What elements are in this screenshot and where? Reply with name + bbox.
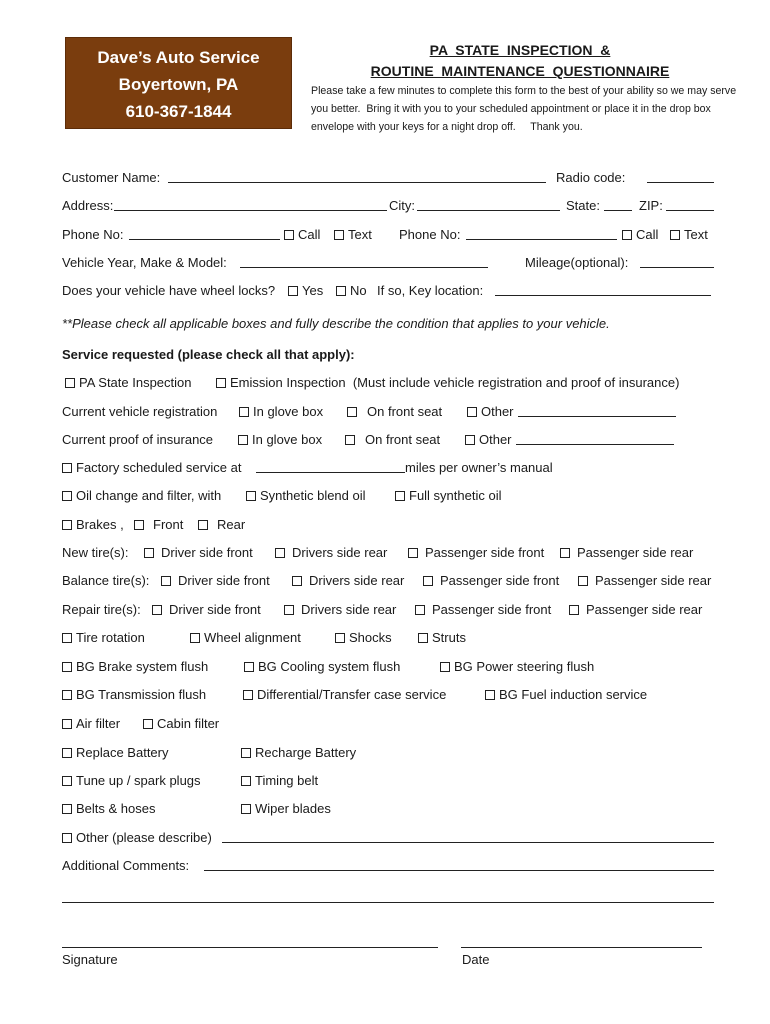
cabin-filter-option[interactable]: Cabin filter xyxy=(143,713,219,735)
timing-belt-checkbox[interactable] xyxy=(241,776,251,786)
mileage-field[interactable] xyxy=(640,252,714,268)
wiper-blades-option[interactable]: Wiper blades xyxy=(241,798,331,820)
repair-tires-driver-front-checkbox[interactable] xyxy=(152,605,162,615)
balance-tires-passenger-rear[interactable]: Passenger side rear xyxy=(578,570,711,592)
other-describe-checkbox[interactable] xyxy=(62,833,72,843)
state-label: State: xyxy=(566,198,600,213)
balance-tires-driver-front-checkbox[interactable] xyxy=(161,576,171,586)
oil-change-option[interactable]: Oil change and filter, with xyxy=(62,485,221,507)
differential-option[interactable]: Differential/Transfer case service xyxy=(243,684,446,706)
oil-change-checkbox[interactable] xyxy=(62,491,72,501)
other-describe-field[interactable] xyxy=(222,827,714,843)
wheel-locks-yes-checkbox[interactable] xyxy=(288,286,298,296)
date-line[interactable] xyxy=(461,947,702,948)
brakes-front-option[interactable]: Front xyxy=(134,514,183,536)
registration-glove-box[interactable]: In glove box xyxy=(239,401,323,423)
insurance-other-checkbox[interactable] xyxy=(465,435,475,445)
call-checkbox-2[interactable] xyxy=(622,230,632,240)
repair-tires-passenger-front[interactable]: Passenger side front xyxy=(415,599,551,621)
timing-belt-option[interactable]: Timing belt xyxy=(241,770,318,792)
zip-field[interactable] xyxy=(666,195,714,211)
bg-cooling-option[interactable]: BG Cooling system flush xyxy=(244,656,400,678)
bg-transmission-checkbox[interactable] xyxy=(62,690,72,700)
customer-name-field[interactable] xyxy=(168,167,546,183)
factory-service-suffix: miles per owner’s manual xyxy=(405,460,553,475)
registration-other[interactable]: Other xyxy=(467,401,514,423)
phone-field-2[interactable] xyxy=(466,224,617,240)
new-tires-passenger-front-checkbox[interactable] xyxy=(408,548,418,558)
additional-comments-field[interactable] xyxy=(204,855,714,871)
additional-comments-label: Additional Comments: xyxy=(62,858,190,873)
bg-transmission-option[interactable]: BG Transmission flush xyxy=(62,684,206,706)
text-option-1[interactable]: Text xyxy=(334,224,372,246)
repair-tires-passenger-rear[interactable]: Passenger side rear xyxy=(569,599,702,621)
new-tires-passenger-front[interactable]: Passenger side front xyxy=(408,542,544,564)
belts-hoses-option[interactable]: Belts & hoses xyxy=(62,798,156,820)
wheel-locks-no-checkbox[interactable] xyxy=(336,286,346,296)
emission-checkbox[interactable] xyxy=(216,378,226,388)
belts-hoses-checkbox[interactable] xyxy=(62,804,72,814)
repair-tires-driver-front[interactable]: Driver side front xyxy=(152,599,261,621)
insurance-other-field[interactable] xyxy=(516,429,674,445)
wheel-locks-no[interactable]: No xyxy=(336,280,367,302)
vehicle-field[interactable] xyxy=(240,252,488,268)
balance-tires-drivers-rear[interactable]: Drivers side rear xyxy=(292,570,404,592)
text-option-2[interactable]: Text xyxy=(670,224,708,246)
mileage-label: Mileage(optional): xyxy=(525,255,629,270)
new-tires-label: New tire(s): xyxy=(62,545,129,560)
text-checkbox-1[interactable] xyxy=(334,230,344,240)
air-filter-checkbox[interactable] xyxy=(62,719,72,729)
emission-option[interactable]: Emission Inspection (Must include vehicle registration and proof of insurance) xyxy=(216,372,679,394)
form-title xyxy=(300,40,740,82)
key-location-field[interactable] xyxy=(495,280,711,296)
text-checkbox-2[interactable] xyxy=(670,230,680,240)
phone-label-1: Phone No: xyxy=(62,227,124,242)
brakes-checkbox[interactable] xyxy=(62,520,72,530)
additional-comments-line-2[interactable] xyxy=(62,902,714,903)
form-title-line1: PA STATE INSPECTION & xyxy=(429,42,611,58)
insurance-glove-box-checkbox[interactable] xyxy=(238,435,248,445)
zip-label: ZIP: xyxy=(639,198,663,213)
tire-rotation-option[interactable]: Tire rotation xyxy=(62,627,145,649)
insurance-other[interactable]: Other xyxy=(465,429,512,451)
bg-fuel-checkbox[interactable] xyxy=(485,690,495,700)
customer-name-label: Customer Name: xyxy=(62,170,161,185)
new-tires-drivers-rear-checkbox[interactable] xyxy=(275,548,285,558)
balance-tires-passenger-front[interactable]: Passenger side front xyxy=(423,570,559,592)
shocks-checkbox[interactable] xyxy=(335,633,345,643)
replace-battery-option[interactable]: Replace Battery xyxy=(62,742,169,764)
recharge-battery-option[interactable]: Recharge Battery xyxy=(241,742,356,764)
registration-other-checkbox[interactable] xyxy=(467,407,477,417)
registration-label: Current vehicle registration xyxy=(62,404,218,419)
replace-battery-checkbox[interactable] xyxy=(62,748,72,758)
bg-brake-checkbox[interactable] xyxy=(62,662,72,672)
address-field[interactable] xyxy=(114,195,387,211)
business-info-box xyxy=(65,37,292,129)
brakes-rear-checkbox[interactable] xyxy=(198,520,208,530)
pa-inspection-option[interactable]: PA State Inspection xyxy=(65,372,192,394)
call-option-1[interactable]: Call xyxy=(284,224,320,246)
brakes-rear-option[interactable]: Rear xyxy=(198,514,245,536)
new-tires-driver-front[interactable]: Driver side front xyxy=(144,542,253,564)
balance-tires-passenger-rear-checkbox[interactable] xyxy=(578,576,588,586)
new-tires-passenger-rear[interactable]: Passenger side rear xyxy=(560,542,693,564)
business-city: Boyertown, PA xyxy=(118,75,239,94)
radio-code-label: Radio code: xyxy=(556,170,626,185)
repair-tires-passenger-rear-checkbox[interactable] xyxy=(569,605,579,615)
city-label: City: xyxy=(389,198,415,213)
full-synthetic-option[interactable]: Full synthetic oil xyxy=(395,485,501,507)
shocks-option[interactable]: Shocks xyxy=(335,627,392,649)
date-label: Date xyxy=(462,952,490,967)
signature-label: Signature xyxy=(62,952,118,967)
cabin-filter-checkbox[interactable] xyxy=(143,719,153,729)
balance-tires-drivers-rear-checkbox[interactable] xyxy=(292,576,302,586)
registration-glove-box-checkbox[interactable] xyxy=(239,407,249,417)
synthetic-blend-option[interactable]: Synthetic blend oil xyxy=(246,485,366,507)
repair-tires-passenger-front-checkbox[interactable] xyxy=(415,605,425,615)
repair-tires-drivers-rear[interactable]: Drivers side rear xyxy=(284,599,396,621)
key-location-label: If so, Key location: xyxy=(377,283,484,298)
balance-tires-driver-front[interactable]: Driver side front xyxy=(161,570,270,592)
repair-tires-drivers-rear-checkbox[interactable] xyxy=(284,605,294,615)
form-title-line2: ROUTINE MAINTENANCE QUESTIONNAIRE xyxy=(370,63,670,79)
bg-power-steering-option[interactable]: BG Power steering flush xyxy=(440,656,594,678)
vehicle-label: Vehicle Year, Make & Model: xyxy=(62,255,227,270)
brakes-front-checkbox[interactable] xyxy=(134,520,144,530)
wheel-alignment-option[interactable]: Wheel alignment xyxy=(190,627,301,649)
business-name: Dave’s Auto Service xyxy=(97,48,260,67)
bg-cooling-checkbox[interactable] xyxy=(244,662,254,672)
struts-option[interactable]: Struts xyxy=(418,627,466,649)
call-option-2[interactable]: Call xyxy=(622,224,658,246)
struts-checkbox[interactable] xyxy=(418,633,428,643)
new-tires-driver-front-checkbox[interactable] xyxy=(144,548,154,558)
registration-front-seat[interactable]: On front seat xyxy=(347,401,442,423)
state-field[interactable] xyxy=(604,195,632,211)
call-checkbox-1[interactable] xyxy=(284,230,294,240)
factory-miles-field[interactable] xyxy=(256,457,405,473)
differential-checkbox[interactable] xyxy=(243,690,253,700)
factory-service-checkbox[interactable] xyxy=(62,463,72,473)
other-describe-option[interactable]: Other (please describe) xyxy=(62,827,212,849)
insurance-front-seat-checkbox[interactable] xyxy=(345,435,355,445)
wheel-locks-question: Does your vehicle have wheel locks? xyxy=(62,283,276,298)
business-phone: 610-367-1844 xyxy=(125,102,232,121)
brakes-option[interactable]: Brakes , xyxy=(62,514,124,536)
recharge-battery-checkbox[interactable] xyxy=(241,748,251,758)
signature-line[interactable] xyxy=(62,947,438,948)
tune-up-checkbox[interactable] xyxy=(62,776,72,786)
phone-label-2: Phone No: xyxy=(399,227,461,242)
address-label: Address: xyxy=(62,198,114,213)
wiper-blades-checkbox[interactable] xyxy=(241,804,251,814)
city-field[interactable] xyxy=(417,195,560,211)
tire-rotation-checkbox[interactable] xyxy=(62,633,72,643)
factory-service-option[interactable]: Factory scheduled service at xyxy=(62,457,241,479)
wheel-locks-yes[interactable]: Yes xyxy=(288,280,323,302)
registration-front-seat-checkbox[interactable] xyxy=(347,407,357,417)
pa-inspection-checkbox[interactable] xyxy=(65,378,75,388)
full-synthetic-checkbox[interactable] xyxy=(395,491,405,501)
registration-other-field[interactable] xyxy=(518,401,676,417)
insurance-label: Current proof of insurance xyxy=(62,432,214,447)
insurance-front-seat[interactable]: On front seat xyxy=(345,429,440,451)
bg-brake-option[interactable]: BG Brake system flush xyxy=(62,656,208,678)
wheel-alignment-checkbox[interactable] xyxy=(190,633,200,643)
air-filter-option[interactable]: Air filter xyxy=(62,713,120,735)
new-tires-passenger-rear-checkbox[interactable] xyxy=(560,548,570,558)
new-tires-drivers-rear[interactable]: Drivers side rear xyxy=(275,542,387,564)
radio-code-field[interactable] xyxy=(647,167,714,183)
bg-fuel-option[interactable]: BG Fuel induction service xyxy=(485,684,647,706)
tune-up-option[interactable]: Tune up / spark plugs xyxy=(62,770,201,792)
repair-tires-label: Repair tire(s): xyxy=(62,602,141,617)
synthetic-blend-checkbox[interactable] xyxy=(246,491,256,501)
insurance-glove-box[interactable]: In glove box xyxy=(238,429,322,451)
phone-field-1[interactable] xyxy=(129,224,280,240)
balance-tires-label: Balance tire(s): xyxy=(62,573,150,588)
bg-power-steering-checkbox[interactable] xyxy=(440,662,450,672)
balance-tires-passenger-front-checkbox[interactable] xyxy=(423,576,433,586)
intro-text: Please take a few minutes to complete this form to the best of your ability so we may serve you better. Bring it with you to your scheduled appointment or place it in the drop box envelope with your keys for a night drop off. Thank you. xyxy=(311,85,740,133)
